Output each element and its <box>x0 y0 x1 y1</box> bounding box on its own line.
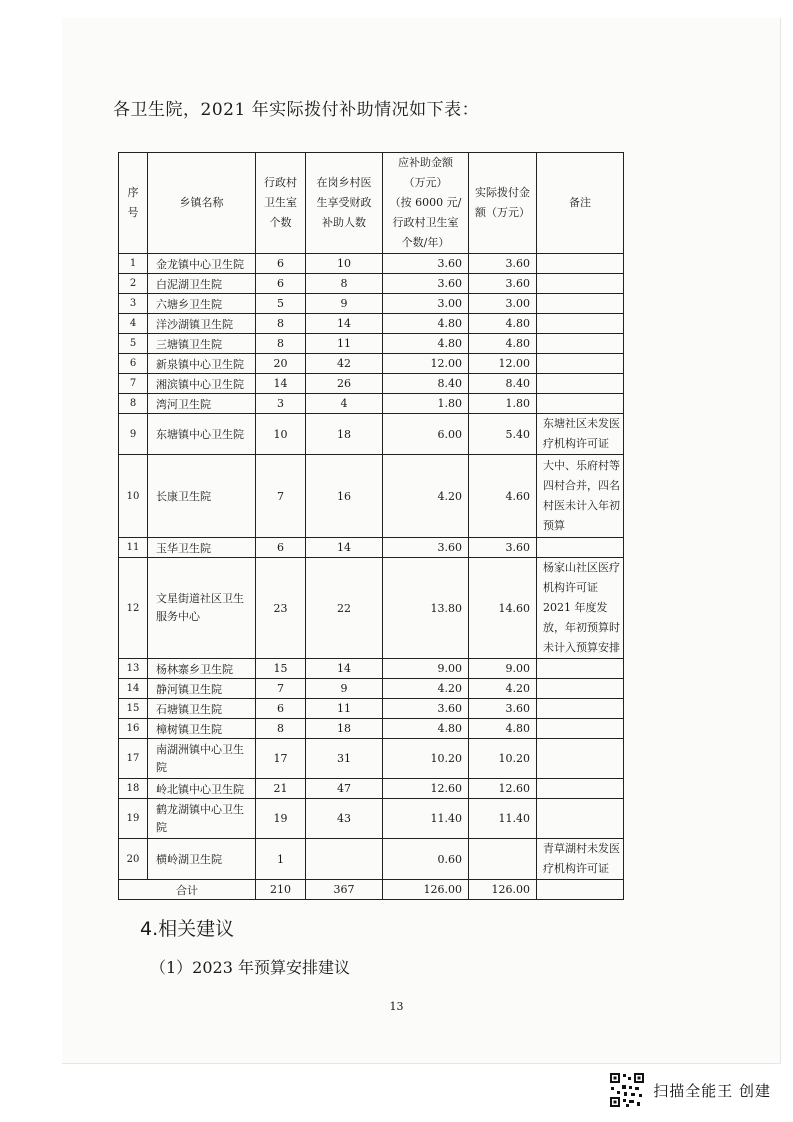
row-doctors: 14 <box>306 659 383 679</box>
row-name: 岭北镇中心卫生院 <box>148 779 256 799</box>
cell-line: 大中、乐府村等 <box>543 459 620 472</box>
row-villages: 8 <box>256 334 306 354</box>
row-note <box>537 374 624 394</box>
row-due: 11.40 <box>383 799 469 839</box>
cell-line: 预算 <box>543 519 565 532</box>
row-due: 3.60 <box>383 538 469 558</box>
table-header-row <box>119 153 624 254</box>
row-due: 6.00 <box>383 414 469 455</box>
row-paid: 3.00 <box>469 294 537 314</box>
table-row <box>119 779 624 799</box>
cell-line: 四村合并，四名 <box>543 479 620 492</box>
header-paid <box>469 153 537 254</box>
row-villages: 8 <box>256 314 306 334</box>
row-no: 9 <box>119 414 148 455</box>
intro-paragraph: 各卫生院，2021 年实际拨付补助情况如下表： <box>113 100 480 120</box>
row-no: 16 <box>119 719 148 739</box>
row-note <box>537 739 624 779</box>
row-name: 玉华卫生院 <box>148 538 256 558</box>
table-row <box>119 839 624 880</box>
cell-line: 个数 <box>269 216 292 229</box>
section-heading: 4.相关建议 <box>140 918 235 940</box>
cell-line: 鹤龙湖镇中心卫生 <box>156 802 244 816</box>
row-note <box>537 354 624 374</box>
row-no: 14 <box>119 679 148 699</box>
table-row <box>119 334 624 354</box>
row-due: 3.60 <box>383 254 469 274</box>
cell-line: 院 <box>156 760 167 774</box>
cell-line: 服务中心 <box>156 610 200 623</box>
row-name: 六塘乡卫生院 <box>148 294 256 314</box>
cell-line: 序 <box>127 186 139 199</box>
row-name: 石塘镇卫生院 <box>148 699 256 719</box>
row-no: 8 <box>119 394 148 414</box>
row-no: 18 <box>119 779 148 799</box>
row-due: 12.60 <box>383 779 469 799</box>
row-doctors: 42 <box>306 354 383 374</box>
row-note <box>537 455 624 538</box>
cell-line: 疗机构许可证 <box>543 862 609 875</box>
row-villages: 5 <box>256 294 306 314</box>
row-paid: 12.00 <box>469 354 537 374</box>
cell-line: 院 <box>156 820 167 834</box>
row-no: 19 <box>119 799 148 839</box>
row-note <box>537 394 624 414</box>
row-paid: 4.80 <box>469 719 537 739</box>
row-paid: 11.40 <box>469 799 537 839</box>
row-due: 9.00 <box>383 659 469 679</box>
row-paid <box>469 839 537 880</box>
table-row <box>119 354 624 374</box>
row-doctors: 9 <box>306 294 383 314</box>
table-row <box>119 699 624 719</box>
row-no: 5 <box>119 334 148 354</box>
row-due: 0.60 <box>383 839 469 880</box>
row-note <box>537 659 624 679</box>
row-doctors: 31 <box>306 739 383 779</box>
row-due: 4.20 <box>383 455 469 538</box>
cell-line: 机构许可证 <box>543 581 598 594</box>
cell-line: （万元） <box>403 176 448 189</box>
row-name: 静河镇卫生院 <box>148 679 256 699</box>
row-villages: 8 <box>256 719 306 739</box>
row-name: 湾河卫生院 <box>148 394 256 414</box>
row-due: 12.00 <box>383 354 469 374</box>
total-due: 126.00 <box>383 880 469 900</box>
cell-line: 杨家山社区医疗 <box>543 561 620 574</box>
row-name <box>148 558 256 659</box>
row-villages: 19 <box>256 799 306 839</box>
row-doctors: 47 <box>306 779 383 799</box>
cell-line: 文星街道社区卫生 <box>156 592 244 605</box>
row-due: 3.00 <box>383 294 469 314</box>
cell-line: 应补助金额 <box>398 156 453 169</box>
row-note <box>537 699 624 719</box>
row-doctors: 10 <box>306 254 383 274</box>
cell-line: 未计入预算安排 <box>543 641 620 654</box>
cell-line: 南湖洲镇中心卫生 <box>156 742 244 756</box>
row-villages: 10 <box>256 414 306 455</box>
row-villages: 17 <box>256 739 306 779</box>
cell-line: （按 6000 元/ <box>389 196 462 209</box>
cell-line: 额（万元） <box>475 206 530 219</box>
row-paid: 4.20 <box>469 679 537 699</box>
row-due: 3.60 <box>383 274 469 294</box>
row-name <box>148 739 256 779</box>
header-doctors <box>306 153 383 254</box>
row-note <box>537 314 624 334</box>
row-paid: 10.20 <box>469 739 537 779</box>
cell-line: 号 <box>127 206 139 219</box>
row-doctors: 4 <box>306 394 383 414</box>
header-note: 备注 <box>537 153 624 254</box>
table-row <box>119 739 624 779</box>
subsidy-table <box>118 152 624 900</box>
row-paid: 3.60 <box>469 254 537 274</box>
row-note <box>537 254 624 274</box>
table-row <box>119 294 624 314</box>
cell-line: 青草湖村未发医 <box>543 842 620 855</box>
cell-line: 疗机构许可证 <box>543 437 609 450</box>
row-paid: 8.40 <box>469 374 537 394</box>
total-row <box>119 880 624 900</box>
row-doctors: 22 <box>306 558 383 659</box>
row-name: 樟树镇卫生院 <box>148 719 256 739</box>
row-doctors: 18 <box>306 414 383 455</box>
row-note <box>537 679 624 699</box>
row-name <box>148 799 256 839</box>
watermark-text: 扫描全能王 创建 <box>653 1081 771 1100</box>
table-row <box>119 254 624 274</box>
row-doctors: 11 <box>306 699 383 719</box>
row-no: 7 <box>119 374 148 394</box>
row-no: 4 <box>119 314 148 334</box>
row-due: 4.80 <box>383 314 469 334</box>
row-villages: 3 <box>256 394 306 414</box>
row-no: 15 <box>119 699 148 719</box>
table-body <box>119 254 624 880</box>
table-row <box>119 799 624 839</box>
row-paid: 3.60 <box>469 538 537 558</box>
table-row <box>119 455 624 538</box>
row-no: 10 <box>119 455 148 538</box>
row-name: 三塘镇卫生院 <box>148 334 256 354</box>
cell-line: 2021 年度发 <box>543 601 608 614</box>
table-row <box>119 274 624 294</box>
row-name: 横岭湖卫生院 <box>148 839 256 880</box>
row-no: 20 <box>119 839 148 880</box>
total-note <box>537 880 624 900</box>
row-doctors: 8 <box>306 274 383 294</box>
cell-line: 在岗乡村医 <box>316 176 372 189</box>
row-villages: 7 <box>256 679 306 699</box>
row-no: 11 <box>119 538 148 558</box>
row-name: 杨林寨乡卫生院 <box>148 659 256 679</box>
row-villages: 6 <box>256 538 306 558</box>
table-row <box>119 679 624 699</box>
row-due: 8.40 <box>383 374 469 394</box>
row-no: 1 <box>119 254 148 274</box>
row-villages: 6 <box>256 699 306 719</box>
row-due: 4.80 <box>383 334 469 354</box>
row-note <box>537 294 624 314</box>
table-row <box>119 659 624 679</box>
row-paid: 4.80 <box>469 334 537 354</box>
cell-line: 行政村 <box>264 176 297 189</box>
row-no: 2 <box>119 274 148 294</box>
table-row <box>119 414 624 455</box>
row-due: 3.60 <box>383 699 469 719</box>
row-name: 长康卫生院 <box>148 455 256 538</box>
row-name: 东塘镇中心卫生院 <box>148 414 256 455</box>
row-no: 17 <box>119 739 148 779</box>
row-due: 13.80 <box>383 558 469 659</box>
row-name: 白泥湖卫生院 <box>148 274 256 294</box>
row-doctors: 16 <box>306 455 383 538</box>
cell-line: 补助人数 <box>322 216 366 229</box>
cell-line: 东塘社区未发医 <box>543 417 620 430</box>
scanner-watermark <box>609 1072 771 1108</box>
cell-line: 实际拨付金 <box>475 186 530 199</box>
sub-heading: （1）2023 年预算安排建议 <box>150 958 350 977</box>
row-name: 湘滨镇中心卫生院 <box>148 374 256 394</box>
cell-line: 个数/年） <box>401 236 450 249</box>
row-no: 12 <box>119 558 148 659</box>
row-note <box>537 839 624 880</box>
header-villages <box>256 153 306 254</box>
row-note <box>537 558 624 659</box>
row-paid: 12.60 <box>469 779 537 799</box>
row-due: 10.20 <box>383 739 469 779</box>
cell-line: 卫生室 <box>264 196 297 209</box>
row-doctors: 14 <box>306 314 383 334</box>
row-villages: 15 <box>256 659 306 679</box>
cell-line: 生享受财政 <box>316 196 372 209</box>
header-no <box>119 153 148 254</box>
total-paid: 126.00 <box>469 880 537 900</box>
row-note <box>537 779 624 799</box>
row-no: 3 <box>119 294 148 314</box>
row-villages: 6 <box>256 254 306 274</box>
table-row <box>119 719 624 739</box>
table-row <box>119 558 624 659</box>
row-paid: 4.80 <box>469 314 537 334</box>
row-name: 金龙镇中心卫生院 <box>148 254 256 274</box>
row-paid: 14.60 <box>469 558 537 659</box>
page-number: 13 <box>389 1000 404 1013</box>
total-villages: 210 <box>256 880 306 900</box>
row-paid: 3.60 <box>469 699 537 719</box>
row-note <box>537 719 624 739</box>
row-no: 13 <box>119 659 148 679</box>
row-note <box>537 799 624 839</box>
row-due: 1.80 <box>383 394 469 414</box>
row-doctors: 43 <box>306 799 383 839</box>
cell-line: 行政村卫生室 <box>392 216 459 229</box>
row-name: 洋沙湖镇卫生院 <box>148 314 256 334</box>
row-paid: 1.80 <box>469 394 537 414</box>
row-paid: 5.40 <box>469 414 537 455</box>
row-due: 4.20 <box>383 679 469 699</box>
row-villages: 23 <box>256 558 306 659</box>
row-villages: 20 <box>256 354 306 374</box>
row-note <box>537 538 624 558</box>
total-label: 合计 <box>119 880 256 900</box>
row-no: 6 <box>119 354 148 374</box>
cell-line: 放，年初预算时 <box>543 621 620 634</box>
table-row <box>119 314 624 334</box>
header-name: 乡镇名称 <box>148 153 256 254</box>
total-doctors: 367 <box>306 880 383 900</box>
row-villages: 7 <box>256 455 306 538</box>
row-name: 新泉镇中心卫生院 <box>148 354 256 374</box>
row-doctors: 14 <box>306 538 383 558</box>
qr-code-icon <box>609 1072 645 1108</box>
row-villages: 21 <box>256 779 306 799</box>
row-note <box>537 274 624 294</box>
row-paid: 4.60 <box>469 455 537 538</box>
row-note <box>537 334 624 354</box>
row-due: 4.80 <box>383 719 469 739</box>
row-villages: 14 <box>256 374 306 394</box>
row-doctors: 11 <box>306 334 383 354</box>
cell-line: 村医未计入年初 <box>543 499 620 512</box>
row-paid: 3.60 <box>469 274 537 294</box>
table-row <box>119 374 624 394</box>
row-note <box>537 414 624 455</box>
row-doctors <box>306 839 383 880</box>
header-due <box>383 153 469 254</box>
table-row <box>119 394 624 414</box>
table-row <box>119 538 624 558</box>
row-villages: 1 <box>256 839 306 880</box>
row-villages: 6 <box>256 274 306 294</box>
row-doctors: 26 <box>306 374 383 394</box>
row-doctors: 9 <box>306 679 383 699</box>
row-doctors: 18 <box>306 719 383 739</box>
row-paid: 9.00 <box>469 659 537 679</box>
